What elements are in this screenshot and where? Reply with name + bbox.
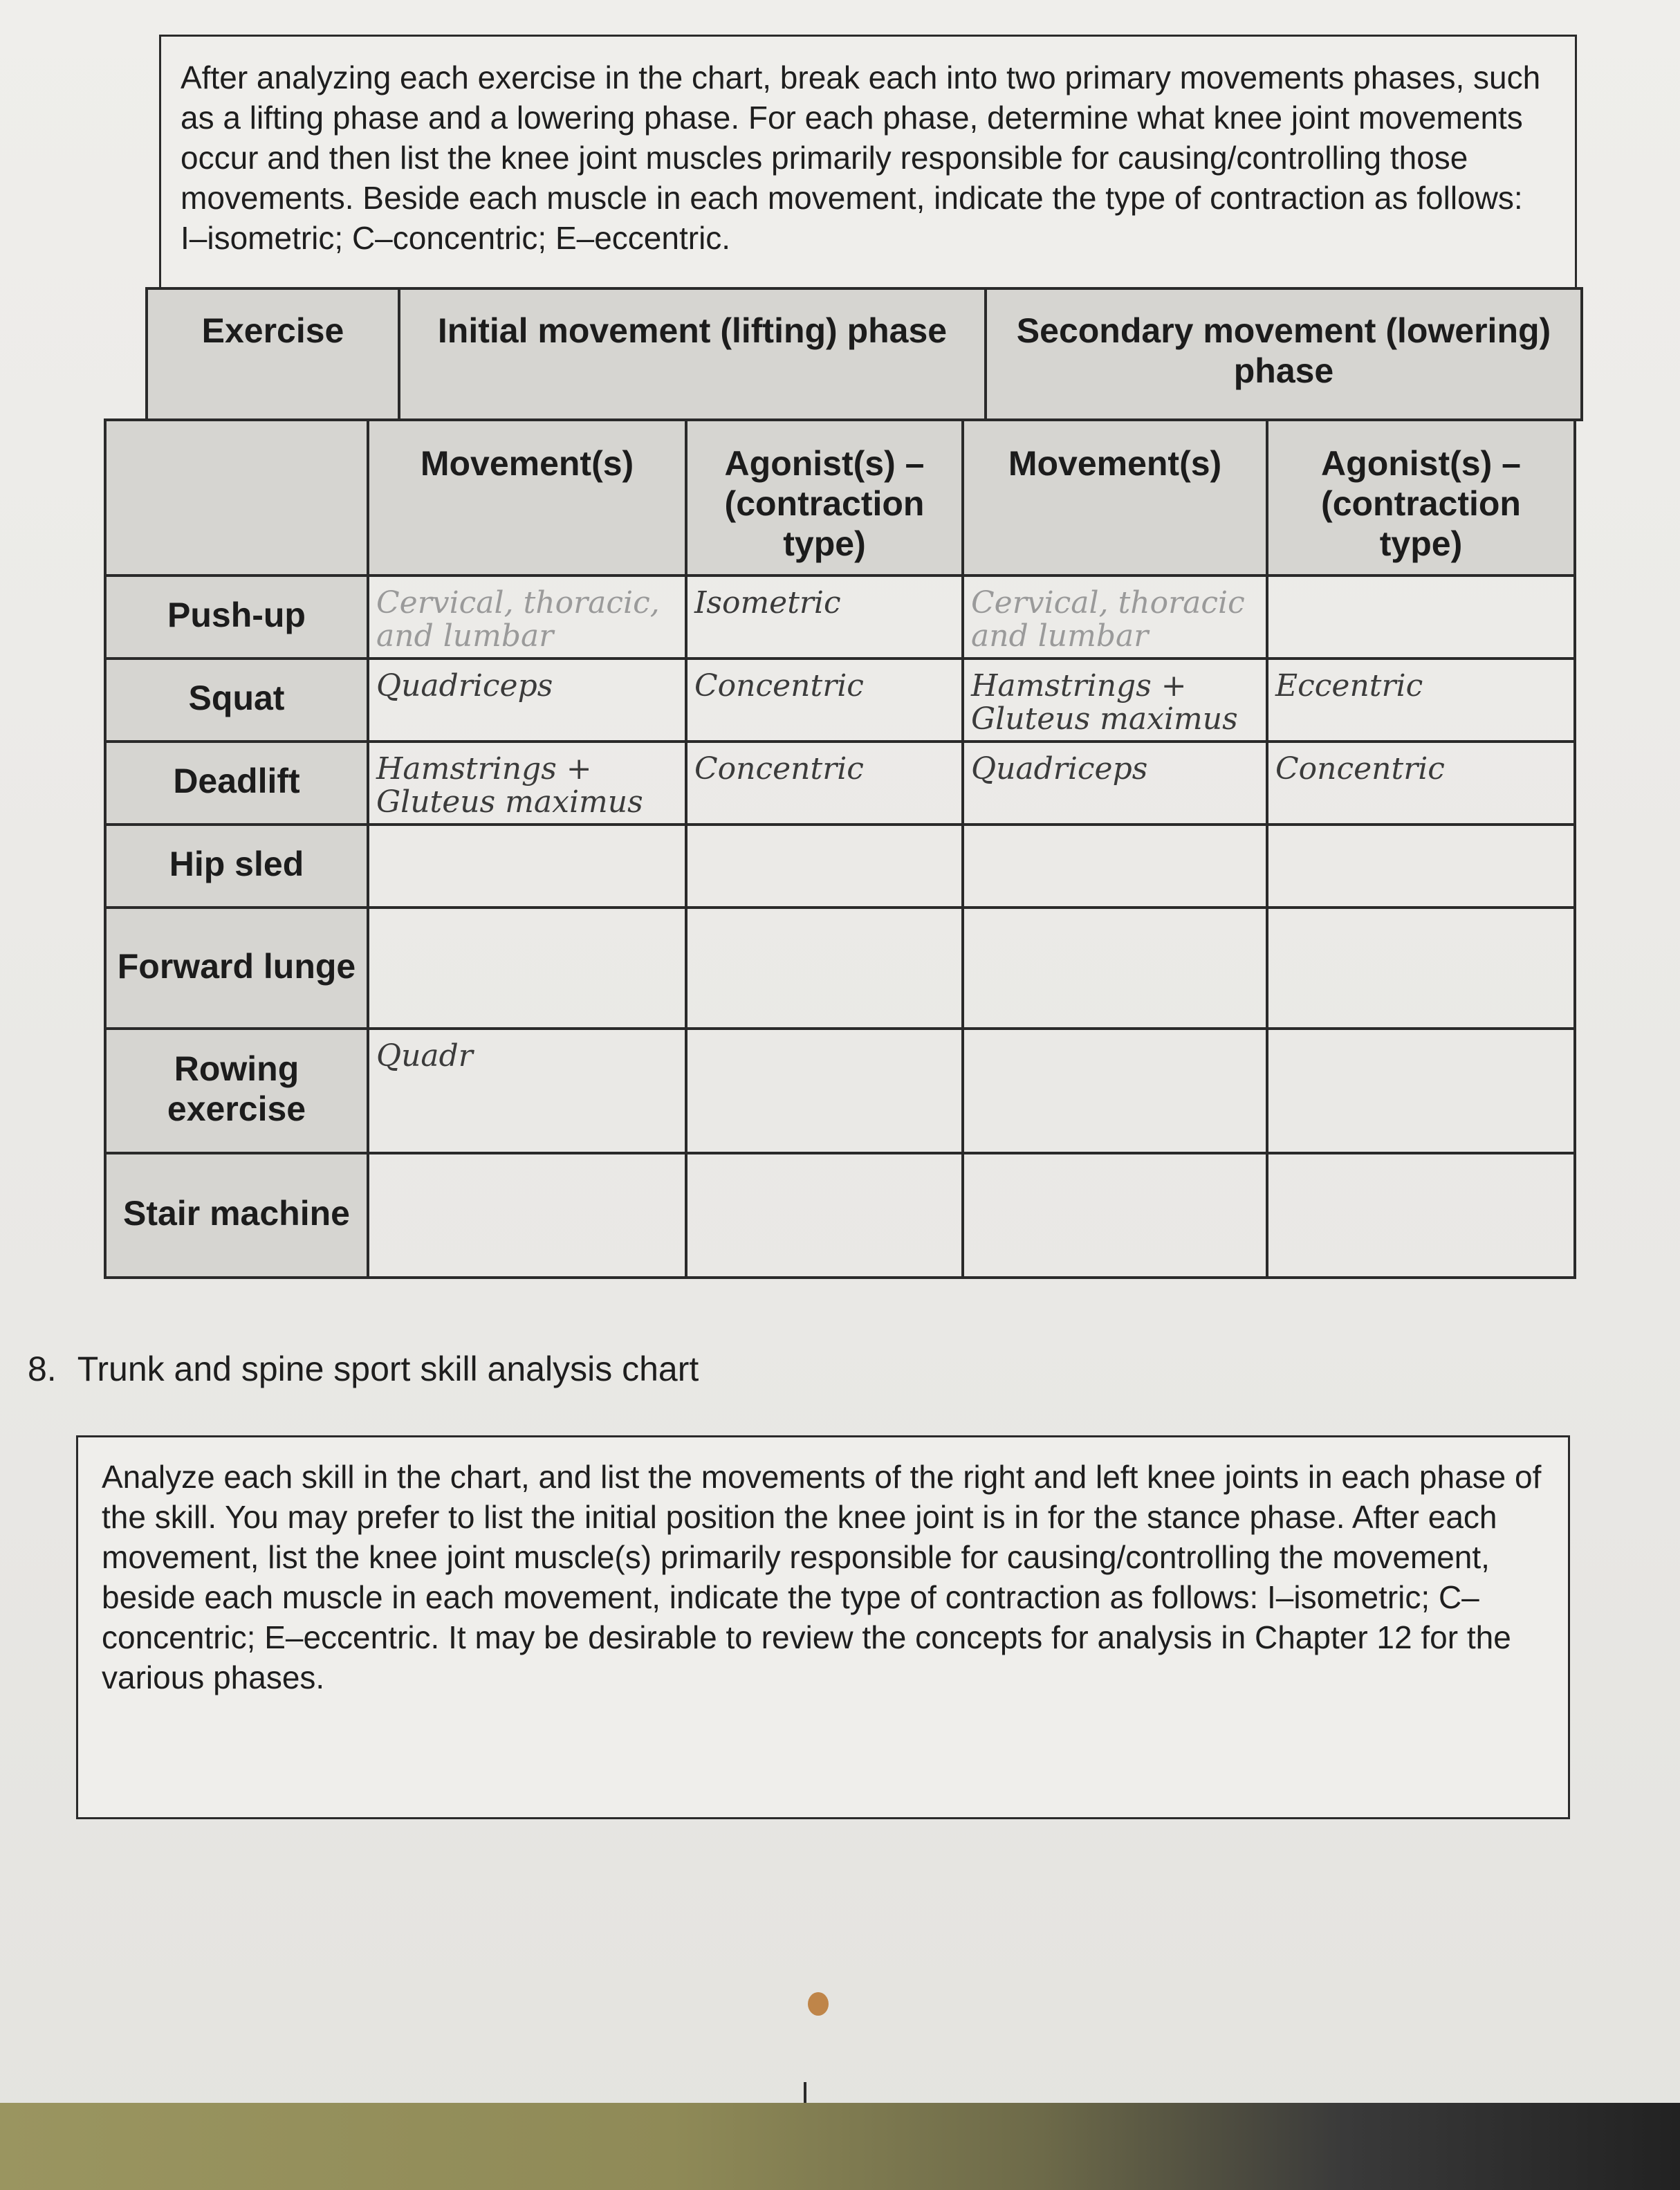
handwriting: Cervical, thoracic and lumbar — [971, 585, 1245, 654]
header-initial-phase: Initial movement (lifting) phase — [399, 288, 986, 420]
handwriting: Quadriceps — [971, 751, 1148, 786]
handwriting: Concentric — [1275, 751, 1445, 786]
question-title: Trunk and spine sport skill analysis chart — [77, 1350, 699, 1388]
handwriting: Isometric — [694, 585, 841, 620]
agonist-cell-1[interactable] — [686, 1029, 963, 1153]
movement-cell-2[interactable] — [963, 1029, 1267, 1153]
question-number: 8. — [28, 1350, 57, 1388]
phase-header-table — [145, 287, 1583, 421]
exercise-name: Squat — [105, 659, 368, 742]
handwriting: Concentric — [694, 751, 864, 786]
subheader-blank — [105, 420, 368, 576]
agonist-cell-1[interactable] — [686, 1153, 963, 1278]
handwriting: Quadriceps — [376, 668, 553, 703]
paper-stain — [808, 1992, 829, 2016]
subheader-movements-2: Movement(s) — [963, 420, 1267, 576]
subheader-agonists-2: Agonist(s) – (contraction type) — [1267, 420, 1575, 576]
exercise-name: Stair machine — [105, 1153, 368, 1278]
exercise-name: Deadlift — [105, 742, 368, 825]
handwriting: Cervical, thoracic, and lumbar — [376, 585, 660, 654]
exercise-name: Forward lunge — [105, 908, 368, 1029]
handwriting: Eccentric — [1275, 668, 1423, 703]
exercise-name: Push-up — [105, 576, 368, 659]
handwriting: Quadr — [376, 1038, 473, 1074]
agonist-cell-1[interactable] — [686, 742, 963, 825]
instructions-box-bottom: Analyze each skill in the chart, and list the movements of the right and left knee joints in each phase of the skill. You may prefer to list the initial position the knee joint is in for the stance phase. After each movement, list the knee joint muscle(s) primarily responsible for causing/controlling the movement, beside each muscle in each movement, indicate the type of contraction as follows: I–isometric; C–concentric; E–eccentric. It may be desirable to review the concepts for analysis in Chapter 12 for the various phases. — [76, 1435, 1570, 1819]
table-row — [105, 576, 1575, 659]
header-secondary-phase: Secondary movement (lowering) phase — [986, 288, 1582, 420]
agonist-cell-2[interactable] — [1267, 908, 1575, 1029]
table-row — [105, 1153, 1575, 1278]
exercise-name: Rowing exercise — [105, 1029, 368, 1153]
header-exercise: Exercise — [147, 288, 399, 420]
movement-cell-1[interactable] — [368, 659, 686, 742]
agonist-cell-1[interactable] — [686, 825, 963, 908]
handwriting: Hamstrings + Gluteus maximus — [376, 751, 643, 820]
agonist-cell-2[interactable] — [1267, 659, 1575, 742]
movement-cell-1[interactable] — [368, 1029, 686, 1153]
table-row — [105, 908, 1575, 1029]
subheader-row — [105, 420, 1575, 576]
agonist-cell-2[interactable] — [1267, 825, 1575, 908]
table-row — [105, 1029, 1575, 1153]
movement-cell-1[interactable] — [368, 576, 686, 659]
movement-cell-1[interactable] — [368, 825, 686, 908]
movement-cell-2[interactable] — [963, 1153, 1267, 1278]
movement-cell-1[interactable] — [368, 742, 686, 825]
movement-cell-2[interactable] — [963, 908, 1267, 1029]
agonist-cell-1[interactable] — [686, 659, 963, 742]
desk-surface — [0, 2103, 1680, 2190]
exercise-analysis-table — [104, 418, 1576, 1279]
question-8-heading — [28, 1349, 699, 1389]
agonist-cell-2[interactable] — [1267, 576, 1575, 659]
movement-cell-2[interactable] — [963, 576, 1267, 659]
subheader-movements-1: Movement(s) — [368, 420, 686, 576]
agonist-cell-2[interactable] — [1267, 1153, 1575, 1278]
movement-cell-1[interactable] — [368, 1153, 686, 1278]
table-row — [105, 825, 1575, 908]
movement-cell-1[interactable] — [368, 908, 686, 1029]
table-row — [105, 659, 1575, 742]
handwriting: Concentric — [694, 668, 864, 703]
handwriting: Hamstrings + Gluteus maximus — [971, 668, 1238, 737]
agonist-cell-1[interactable] — [686, 576, 963, 659]
movement-cell-2[interactable] — [963, 742, 1267, 825]
exercise-name: Hip sled — [105, 825, 368, 908]
movement-cell-2[interactable] — [963, 659, 1267, 742]
instructions-box-top: After analyzing each exercise in the chart, break each into two primary movements phases, such as a lifting phase and a lowering phase. For each phase, determine what knee joint movements occur and then list the knee joint muscles primarily responsible for causing/controlling those movements. Beside each muscle in each movement, indicate the type of contraction as follows: I–isometric; C–concentric; E–eccentric. — [159, 35, 1577, 306]
subheader-agonists-1: Agonist(s) – (contraction type) — [686, 420, 963, 576]
table-row — [105, 742, 1575, 825]
agonist-cell-2[interactable] — [1267, 742, 1575, 825]
agonist-cell-1[interactable] — [686, 908, 963, 1029]
movement-cell-2[interactable] — [963, 825, 1267, 908]
agonist-cell-2[interactable] — [1267, 1029, 1575, 1153]
